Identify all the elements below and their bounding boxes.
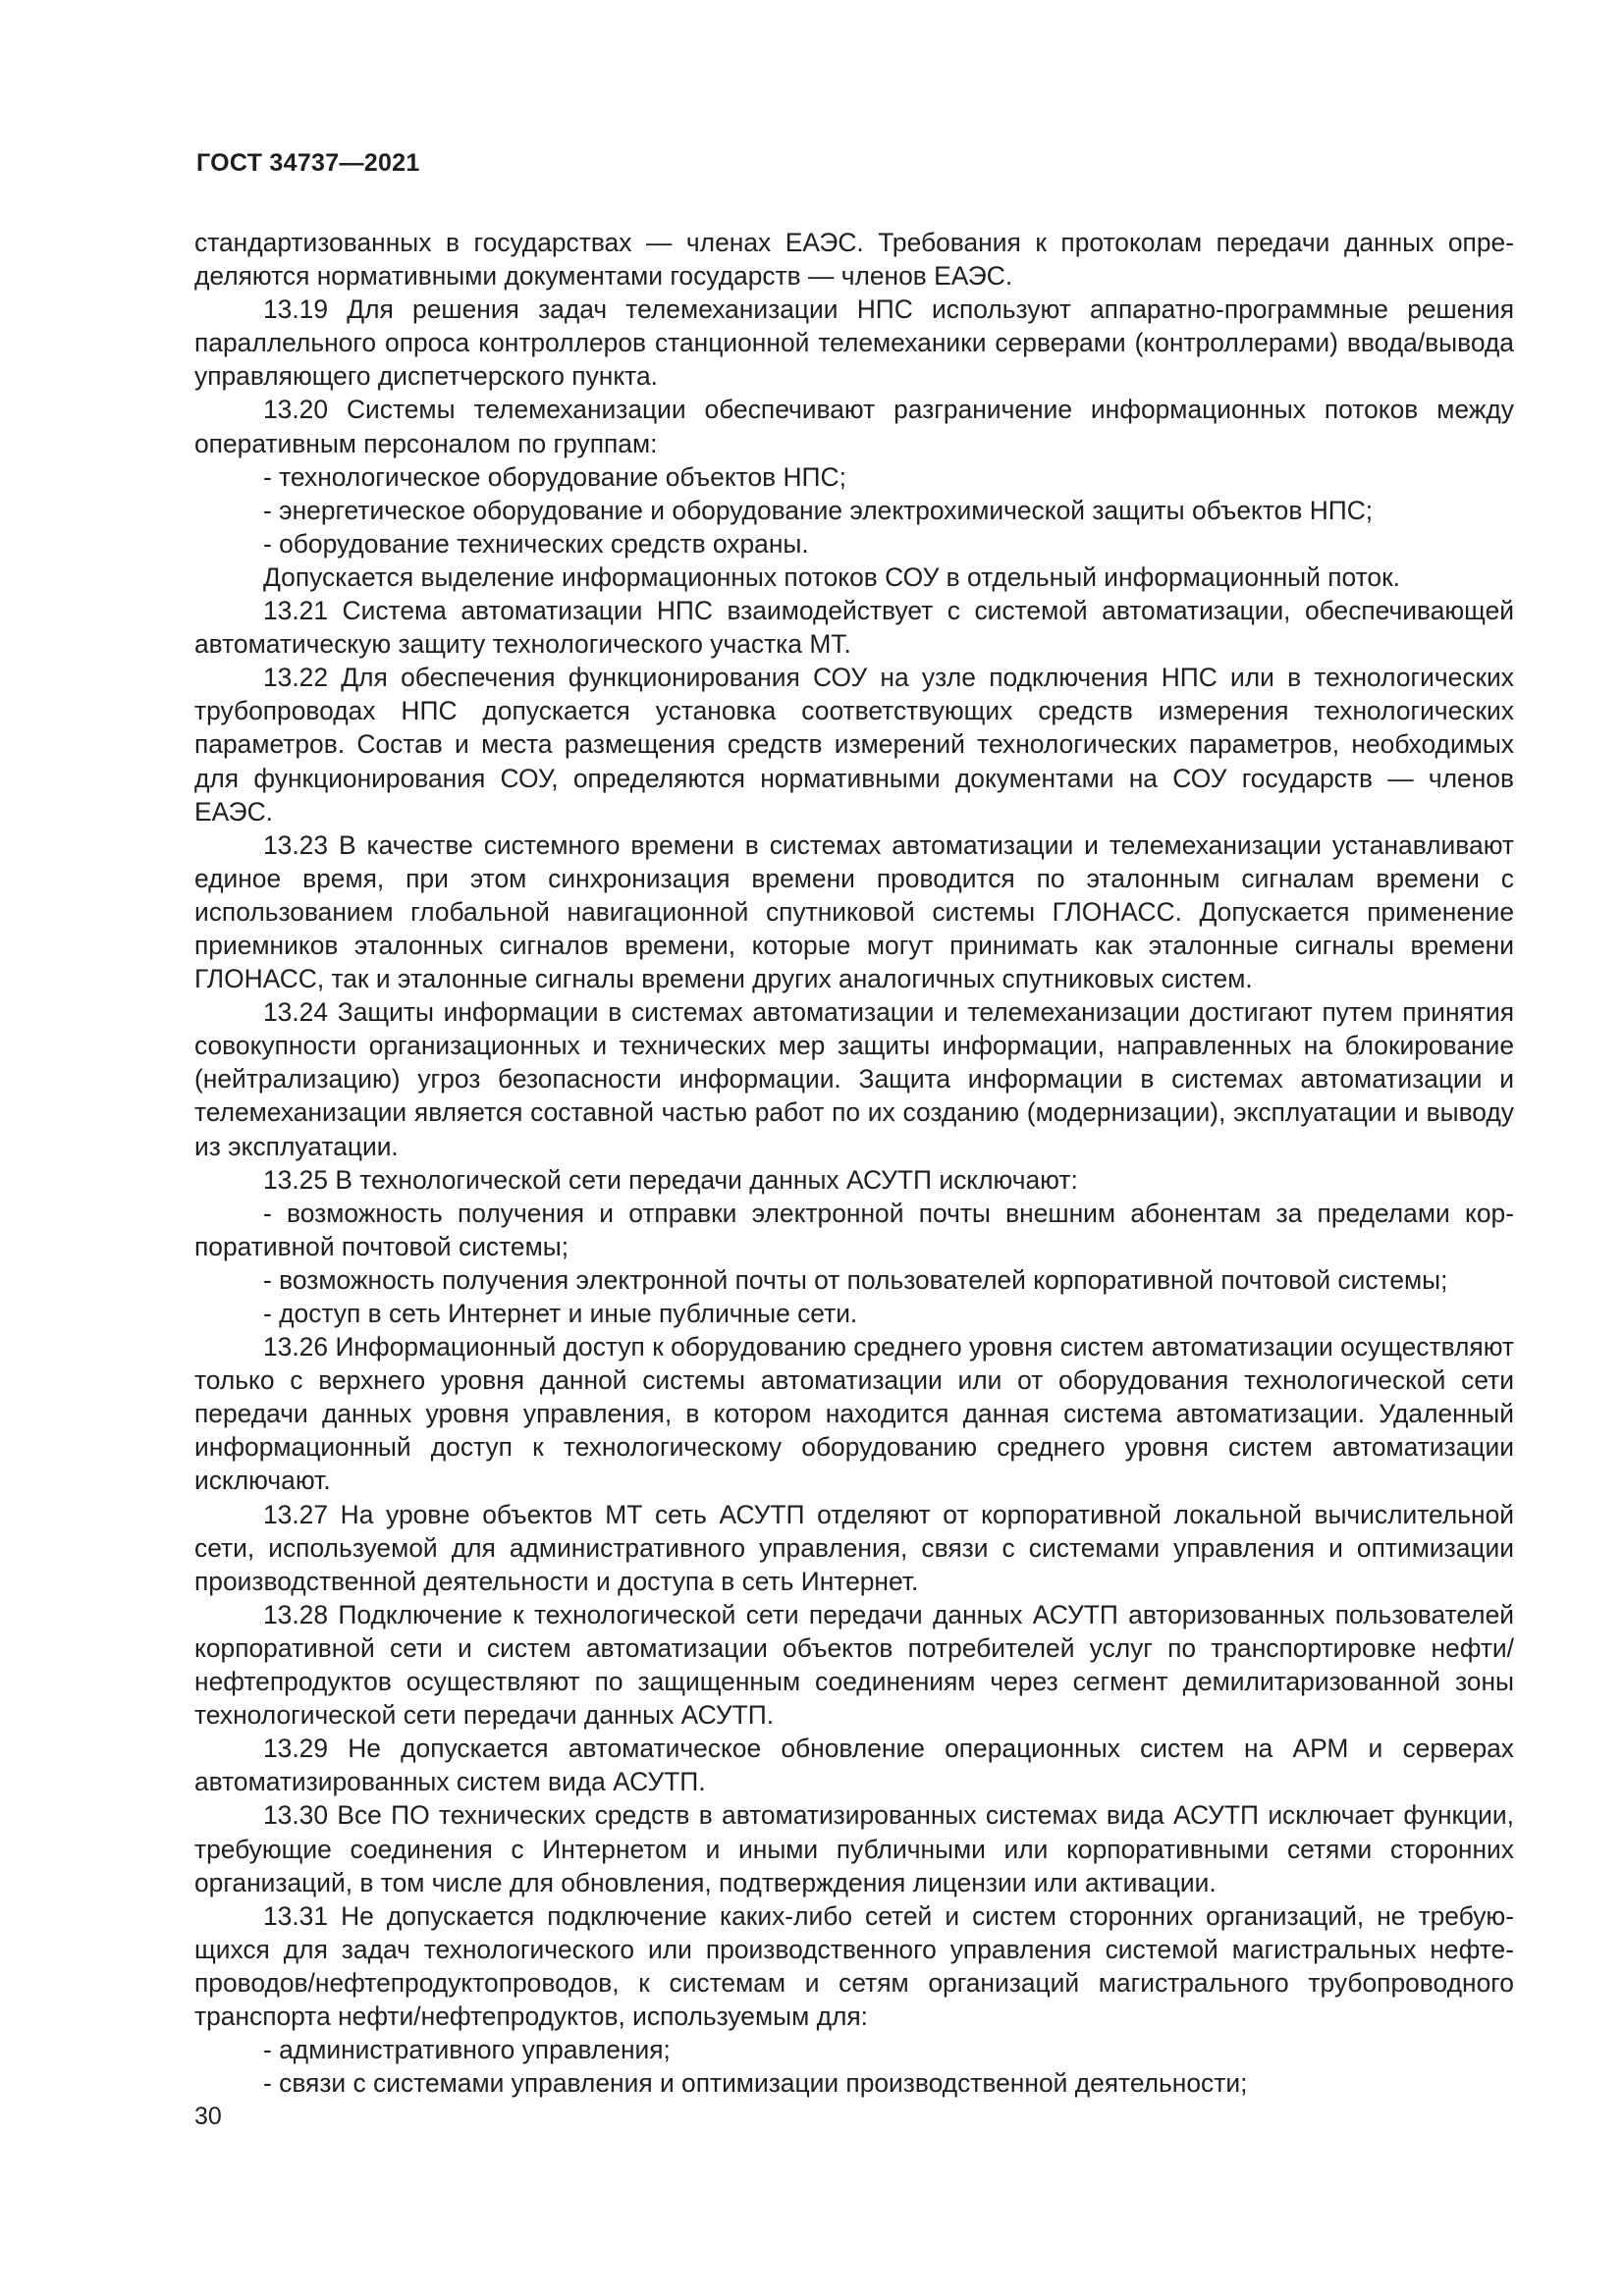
paragraph-note: Допускается выделение информационных потоков СОУ в отдельный информационный поток. <box>263 561 1400 592</box>
paragraph-13-19: 13.19 Для решения задач телемеханизации НПС используют аппаратно-программные решения параллельного опроса контроллеров станционной телемеханики серверами (контроллерами) ввода/вывода управляющего диспетчерского пункта. <box>194 294 1514 392</box>
list-item: - связи с системами управления и оптимизации производственной деятельности; <box>263 2068 1248 2099</box>
paragraph-13-30: 13.30 Все ПО технических средств в автоматизированных системах вида АСУТП исключает функции, требующие соединения с Интернетом и иными публичными или корпоративными сетями сторонних организаций, в том числе для обновления, подтверждения лицензии или активации. <box>194 1800 1514 1897</box>
paragraph-13-28: 13.28 Подключение к технологической сети передачи данных АСУТП авторизованных пользователей корпоративной сети и систем автоматизации объектов потребителей услуг по транспортировке нефти/нефтепродуктов осуществляют по защищенным соединениям через сегмент демилитаризованной зоны технологической сети передачи данных АСУТП. <box>194 1599 1514 1731</box>
paragraph-13-31: 13.31 Не допускается подключение каких-либо сетей и систем сторонних организаций, не требующихся для задач технологического или производственного управления системой магистральных нефтепроводов/нефтепродуктопроводов, к системам и сетям организаций магистрального трубопроводного транспорта нефти/нефтепродуктов, используемым для: <box>194 1900 1514 2031</box>
page-number: 30 <box>194 2103 222 2130</box>
paragraph-13-22: 13.22 Для обеспечения функционирования СОУ на узле подключения НПС или в технологических трубопроводах НПС допускается установка соответствующих средств измерения технологических параметров. Состав и места размещения средств измерений технологических параметров, необходимых для функционирования СОУ, определяются нормативными документами на СОУ государств — членов ЕАЭС. <box>194 663 1514 827</box>
paragraph-13-21: 13.21 Система автоматизации НПС взаимодействует с системой автоматизации, обеспечивающей автоматическую защиту технологического участка МТ. <box>194 596 1514 660</box>
list-item: - возможность получения и отправки электронной почты внешним абонентам за пределами корпоративной почтовой системы; <box>194 1198 1514 1261</box>
paragraph-13-26: 13.26 Информационный доступ к оборудованию среднего уровня систем автоматизации осуществляют только с верхнего уровня данной системы автоматизации или от оборудования технологической сети передачи данных уровня управления, в котором находится данная система автоматизации. Удаленный информационный доступ к технологическому оборудованию среднего уровня систем автоматизации исключают. <box>194 1332 1514 1496</box>
list-item: - административного управления; <box>263 2035 671 2065</box>
paragraph-continuation: стандартизованных в государствах — членах ЕАЭС. Требования к протоколам передачи данных определяются нормативными документами государств — членов ЕАЭС. <box>194 228 1514 292</box>
list-item: - возможность получения электронной почты от пользователей корпоративной почтовой системы; <box>263 1264 1448 1295</box>
paragraph-13-24: 13.24 Защиты информации в системах автоматизации и телемеханизации достигают путем принятия совокупности организационных и технических мер защиты информации, направленных на блокирование (нейтрализацию) угроз безопасности информации. Защита информации в системах автоматизации и телемеханизации является составной частью работ по их созданию (модернизации), эксплуатации и выводу из эксплуатации. <box>194 997 1514 1161</box>
paragraph-13-20: 13.20 Системы телемеханизации обеспечивают разграничение информационных потоков между оперативным персоналом по группам: <box>194 395 1514 458</box>
paragraph-13-29: 13.29 Не допускается автоматическое обновление операционных систем на АРМ и серверах автоматизированных систем вида АСУТП. <box>194 1734 1514 1797</box>
list-item: - доступ в сеть Интернет и иные публичные сети. <box>263 1299 858 1328</box>
list-item: - энергетическое оборудование и оборудование электрохимической защиты объектов НПС; <box>263 495 1374 525</box>
paragraph-13-27: 13.27 На уровне объектов МТ сеть АСУТП отделяют от корпоративной локальной вычислительной сети, используемой для административного управления, связи с системами управления и оптимизации производственной деятельности и доступа в сеть Интернет. <box>194 1499 1514 1596</box>
paragraph-13-25: 13.25 В технологической сети передачи данных АСУТП исключают: <box>263 1164 1078 1195</box>
document-header: ГОСТ 34737—2021 <box>196 149 420 177</box>
document-body <box>194 226 1514 2100</box>
list-item: - технологическое оборудование объектов НПС; <box>263 461 846 492</box>
paragraph-13-23: 13.23 В качестве системного времени в системах автоматизации и телемеханизации устанавливают единое время, при этом синхронизация времени проводится по эталонным сигналам времени с использованием глобальной навигационной спутниковой системы ГЛОНАСС. Допускается применение приемников эталонных сигналов времени, которые могут принимать как эталонные сигналы времени ГЛОНАСС, так и эталонные сигналы времени других аналогичных спутниковых систем. <box>194 829 1514 994</box>
list-item: - оборудование технических средств охраны. <box>263 528 809 559</box>
